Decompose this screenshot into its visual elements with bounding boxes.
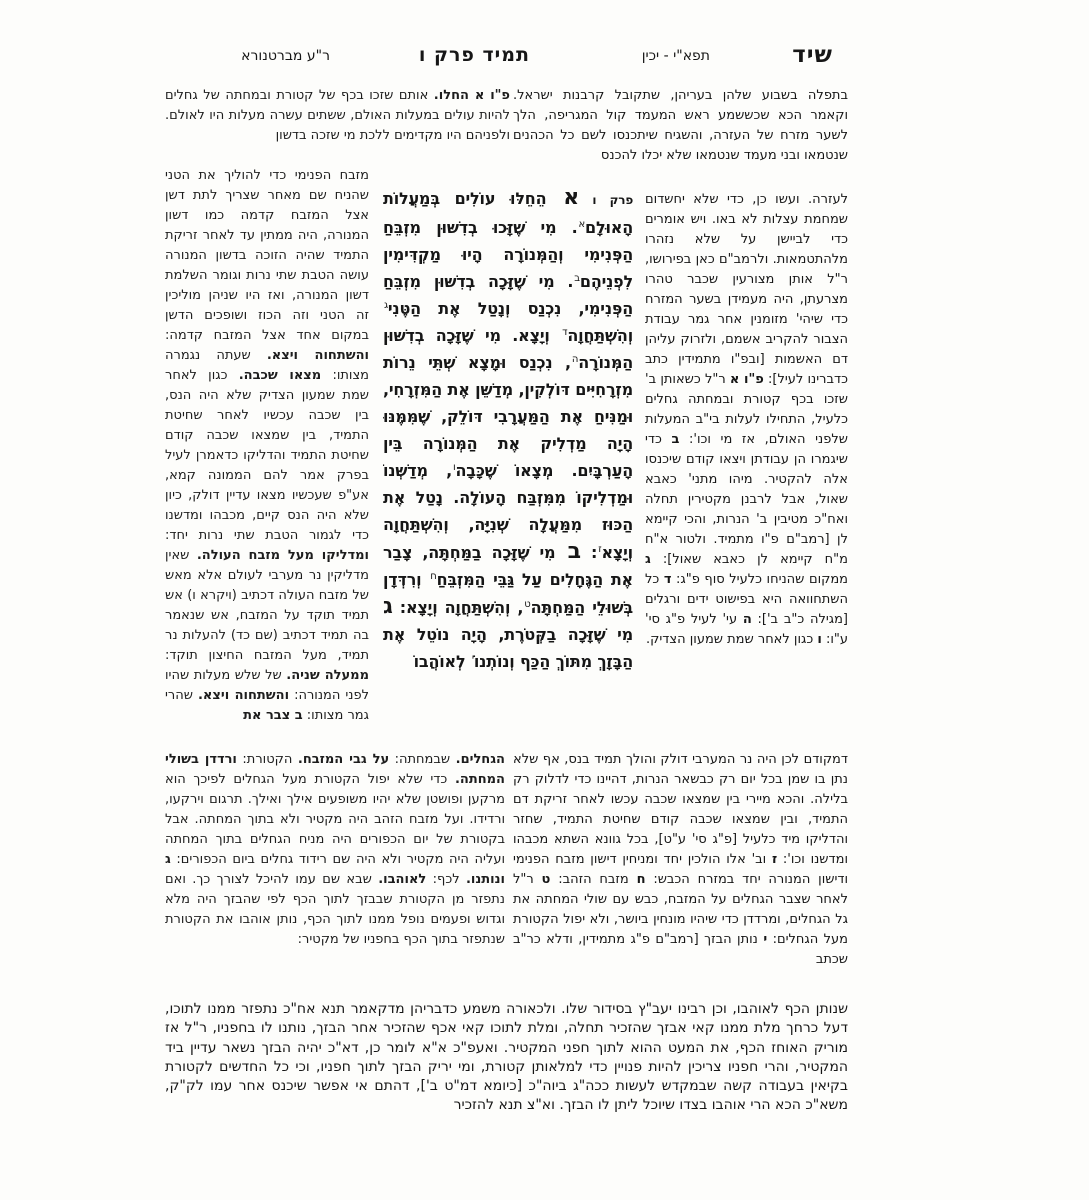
masechet-chapter-title: תמיד פרק ו [418,44,530,66]
left-commentary-title: ר"ע מברטנורא [241,48,330,64]
yachin-commentary-middle: לעזרה. ועשו כן, כדי שלא יחשדום שמחמת עצלות לא באו. ויש אומרים כדי לביישן על שלא נזהרו מלהתטמאות. ולרמב"ם כאן בפירושו, ר"ל אותן מצורעין שכבר טהרו מצרעתן, היה מעמידן בשער המזרח כדי שיהי' מזומנין אחר גמר עבודת הצבור להקריב אשמם, ולזרוק עליהן דם האשמות [ובפ"ו מתמידין כתב כדברינו לעיל]: פ"ו א ר"ל כשאותן ב' שזכו בכף קטורת ובמחתה גחלים כלעיל, התחילו לעלות בי"ב המעלות שלפני האולם, אז מי וכו': ב כדי שיגמרו הן עבודתן ויצאו קודם שיכנסו אלה להקטיר. מיהו מתני' כאבא שאול, אבל לרבנן מקטירין תחלה ואח"כ מטיבין ב' הנרות, והכי קיימא לן [רמב"ם פ"ו מתמיד. ולטור א"ח מ"ח קיימא לן כאבא שאול]: ג ממקום שהניחו כלעיל סוף פ"ג: ד כל השתחוואה היא בפישוט ידים ורגלים [מגילה כ"ב ב']: ה עי' לעיל פ"ג סי' ע"ו: ו כגון לאחר שמת שמעון הצדיק. [645,192,848,647]
yachin-commentary-top: בתפלה בשבוע שלהן בעריהן, שתקובל קרבנות ישראל. וקאמר הכא שכששמע ראש המעמד קול המגריפה, הלך לשער מזרח של העזרה, והשגיח שיתכנסו לשם כל הכהנים שנטמאו ובני מעמד שנטמאו שלא יכלו להכנס [513,88,848,163]
mishnah-text: פרק ו א הֵחֵלּוּ עוֹלִים בְּמַעֲלוֹת הָאוּלָם$^א$. מִי שֶׁזָּכוּ בְדִשּׁוּן מִזְבֵּחַ הַפְּנִימִי וְהַמְּנוֹרָה הָיוּ מַקְדִּימִין לִפְנֵיהֶם$^ב$. מִי שֶׁזָּכָה בְדִשּׁוּן מִזְבֵּחַ הַפְּנִימִי, נִכְנַס וְנָטַל אֶת הַטֶּנִי$^ג$ וְהִשְׁתַּחֲוָה$^ד$ וְיָצָא. מִי שֶׁזָּכָה בְדִשּׁוּן הַמְּנוֹרָה$^ה$, נִכְנַס וּמָצָא שְׁתֵּי נֵרוֹת מִזְרָחִיִּים דּוֹלְקִין, מְדַשֵּׁן אֶת הַמִּזְרָחִי, וּמַנִּיחַ אֶת הַמַּעֲרָבִי דּוֹלֵק, שֶׁמִּמֶּנּוּ הָיָה מַדְלִיק אֶת הַמְּנוֹרָה בֵּין הָעַרְבָּיִם. מְצָאוֹ שֶׁכָּבָה$^ו$, מְדַשְּׁנוֹ וּמַדְלִיקוֹ מִמִּזְבַּח הָעוֹלָה. נָטַל אֶת הַכּוּז מִמַּעֲלָה שְׁנִיָּה, וְהִשְׁתַּחֲוָה וְיָצָא$^ז$: ב מִי שֶׁזָּכָה בַמַּחְתָּה, צָבַר אֶת הַגֶּחָלִים עַל גַּבֵּי הַמִּזְבֵּחַ$^ח$ וְרִדְּדָן בְּשׁוּלֵי הַמַּחְתָּה$^ט$, וְהִשְׁתַּחֲוָה וְיָצָא: ג מִי שֶׁזָּכָה בַקְּטֹרֶת, הָיָה נוֹטֵל אֶת הַבָּזָךְ מִתּוֹךְ הַכַּף וְנוֹתְנוֹ$^י$ לְאוֹהֲבוֹ [383,185,633,671]
right-commentary-title: תפא"י - יכין [641,48,710,64]
bartenura-commentary-bottom: הגחלים. שבמחתה: על גבי המזבח. הקטורת: ורדדן בשולי המחתה. כדי שלא יפול הקטורת מעל הגחלים לפיכך הוא מרקען ופושטן שלא יהיו משופעים אילך ואילך. תרגום וירקעו, ורדידו. ועל מזבח הזהב היה מקטיר ולא בתוך המחתה. אבל בקטורת של יום הכפורים היה מניח הגחלים בתוך המחתה ועליה היה מקטיר ולא היה שם רידוד גחלים ביום הכפורים: ג ונותנו. לכף: לאוהבו. שבא שם עמו להיכל לצורך כך. ואם נתפזר מן הקטורת שבבזך לתוך הכף לפי שהבזך היה מלא וגדוש ופעמים נופל ממנו לתוך הכף, נותן אוהבו את הקטורת שנתפזר בתוך הכף בחפניו של מקטיר: [165,752,505,947]
page-number: שיד [792,42,833,68]
bartenura-commentary-middle: מזבח הפנימי כדי להוליך את הטני שהניח שם מאחר שצריך לתת דשן אצל המזבח קדמה כמו דשון המנורה, היה ממתין עד לאחר זריקת התמיד שהיה הזוכה בדשון המנורה עושה הטבת שתי נרות וגומר השלמת דשון המנורה, ואז היו שניהן מוליכין זה הטני וזה הכוז ושופכים הדשן במקום אחד אצל המזבח קדמה: והשתחוה ויצא. שעתה נגמרה מצותו: מצאו שכבה. כגון לאחר שמת שמעון הצדיק שלא היה הנס, בין שכבה עכשיו לאחר שחיטת התמיד, בין שמצאו שכבה קודם שחיטת התמיד והדליקו כדאמרן לעיל בפרק אמר להם הממונה קמא, אע"פ שעכשיו מצאו עדיין דולק, כיון שלא היה הנס קיים, מכבהו ומדשנו כדי לגמור הטבת שתי נרות יחד: ומדליקו מעל מזבח העולה. שאין מדליקין נר מערבי לעולם אלא מאש של מזבח העולה דכתיב (ויקרא ו) אש תמיד תוקד על המזבח, אש שנאמר בה תמיד דכתיב (שם כד) להעלות נר תמיד, מעל המזבח החיצון תוקד: ממעלה שניה. של שלש מעלות שהיו לפני המנורה: והשתחוה ויצא. שהרי גמר מצותו: ב צבר את [165,168,369,723]
yachin-commentary-bottom: דמקודם לכן היה נר המערבי דולק והולך תמיד בנס, אף שלא נתן בו שמן בכל יום רק כבשאר הנרות, דהיינו כדי לדלוק רק בלילה. והכא מיירי בין שמצאו שכבה עכשו לאחר זריקת דם התמיד, ובין שמצאו שכבה קודם שחיטת התמיד, שחזר והדליקו מיד כלעיל [פ"ג סי' ע"ט], בכל גוונא השתא מכבהו ומדשנו וכו': ז וב' אלו הולכין יחד ומניחין דישון מזבח הפנימי ודישון המנורה יחד במזרח הכבש: ח מזבח הזהב: ט ר"ל לאחר שצבר הגחלים על המזבח, כבש עם שולי המחתה את גל הגחלים, ומרדדן כדי שיהיו מונחין ביושר, ולא יפול הקטורת מעל הגחלים: י נותן הבזך [רמב"ם פ"ג מתמידין, ודלא כר"ב שכתב [513,752,848,967]
bartenura-commentary-top: פ"ו א החלו. אותם שזכו בכף של קטורת ובמחתה של גחלים להיות עולים במעלות האולם, ששתים עשרה מעלות היו לאולם. ולפניהם היו מקדימים ללכת מי שזכה בדשון [165,88,510,143]
footer-continuation-paragraph: שנותן הכף לאוהבו, וכן רבינו יעב"ץ בסידור שלו. ולכאורה משמע כדבריהן מדקאמר תנא אח"כ נתפזר ממנו לתוכו, דעל כרחך מלת ממנו קאי אבזך שהזכיר תחלה, ומלת לתוכו קאי אכף שהזכיר אחר הבזך, נותנו לו בחפניו, ר"ל אז מוריק האוחז הכף, את המעט ההוא לתוך חפני המקטיר. ואעפ"כ א"א לומר כן, דא"כ יהיה הבזך נשאר עדיין ביד המקטיר, והרי חפניו צריכין להיות פנויין כדי למלאותן קטורת, ומי יריק הבזך לתוך חפניו, וכי כל החדשים לקטורת בקיאין בעבודה קשה שבמקדש לעשות ככה"ג ביוה"כ [כיומא דמ"ט ב'], דהתם אי אפשר שיכנס אחר עמו לק"ק, משא"כ הכא הרי אוהבו בצדו שיוכל ליתן לו הבזך. וא"צ תנא להזכיר [165,1001,848,1114]
